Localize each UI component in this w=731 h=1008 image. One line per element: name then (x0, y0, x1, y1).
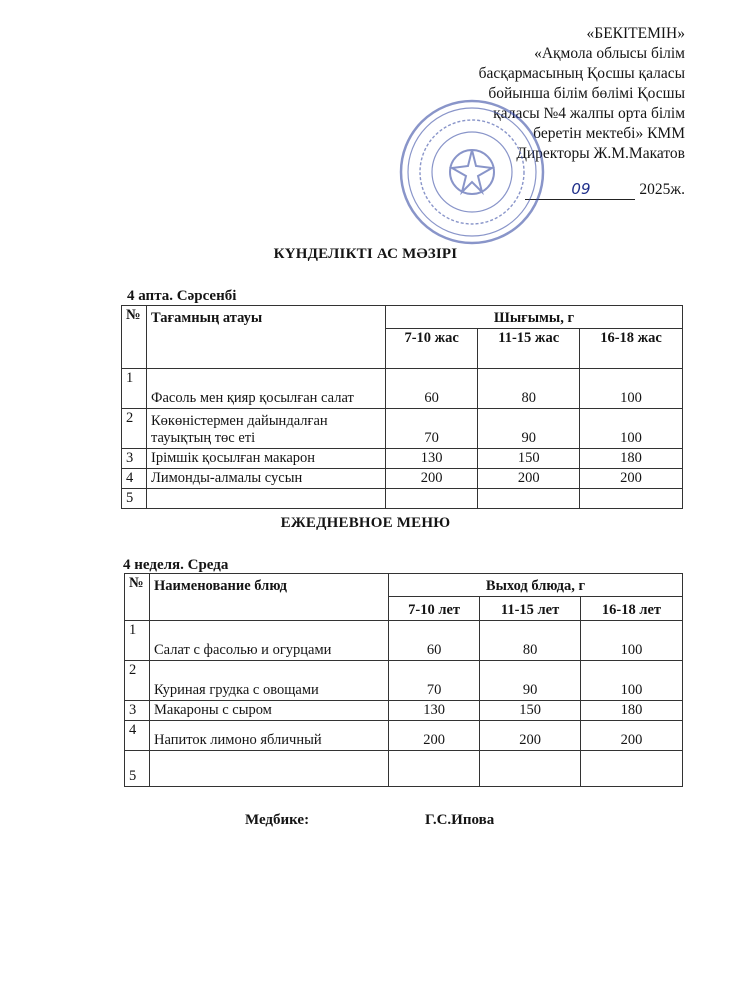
row-number: 5 (122, 489, 147, 509)
approval-line: «Ақмола облысы білім (534, 45, 685, 62)
ru-menu-subtitle: 4 неделя. Среда (123, 557, 229, 573)
col-num-header: № (122, 306, 147, 369)
approval-line: бойынша білім бөлімі Қосшы (488, 85, 685, 102)
portion-value: 200 (580, 721, 682, 751)
row-number: 3 (125, 701, 150, 721)
col-age-header: 11-15 жас (478, 329, 580, 369)
portion-value: 130 (389, 701, 480, 721)
portion-value: 130 (386, 449, 478, 469)
portion-value: 150 (478, 449, 580, 469)
portion-value: 100 (580, 661, 682, 701)
table-row (122, 409, 683, 449)
portion-value: 200 (389, 721, 480, 751)
col-age-header: 16-18 лет (580, 597, 682, 621)
col-age-header: 7-10 жас (386, 329, 478, 369)
dish-name: Фасоль мен қияр қосылған салат (147, 369, 386, 409)
portion-value: 150 (480, 701, 581, 721)
table-row (125, 621, 683, 661)
portion-value (580, 489, 683, 509)
table-row (122, 489, 683, 509)
col-output-header: Выход блюда, г (389, 574, 683, 597)
table-header-row (122, 306, 683, 329)
portion-value: 70 (389, 661, 480, 701)
approval-line: қаласы №4 жалпы орта білім (493, 105, 685, 122)
dish-name: Ірімшік қосылған макарон (147, 449, 386, 469)
portion-value: 90 (480, 661, 581, 701)
row-number: 1 (125, 621, 150, 661)
row-number: 1 (122, 369, 147, 409)
dish-name (147, 489, 386, 509)
portion-value: 100 (580, 621, 682, 661)
portion-value: 90 (478, 409, 580, 449)
portion-value (389, 751, 480, 787)
portion-value: 200 (580, 469, 683, 489)
dish-name: Көкөністермен дайындалған тауықтың төс еті (147, 409, 386, 449)
row-number: 5 (125, 751, 150, 787)
table-row (122, 449, 683, 469)
row-number: 2 (122, 409, 147, 449)
approval-line: беретін мектебі» КММ (533, 125, 685, 142)
portion-value: 180 (580, 449, 683, 469)
col-output-header: Шығымы, г (386, 306, 683, 329)
portion-value: 80 (478, 369, 580, 409)
dish-name: Лимонды-алмалы сусын (147, 469, 386, 489)
dish-name: Макароны с сыром (150, 701, 389, 721)
portion-value: 200 (480, 721, 581, 751)
kz-menu-subtitle: 4 апта. Сәрсенбі (127, 288, 237, 304)
portion-value: 100 (580, 409, 683, 449)
table-header-row (125, 574, 683, 597)
table-row (125, 751, 683, 787)
portion-value (386, 489, 478, 509)
portion-value: 200 (478, 469, 580, 489)
approval-line: басқармасының Қосшы қаласы (478, 65, 685, 82)
col-age-header: 7-10 лет (389, 597, 480, 621)
col-num-header: № (125, 574, 150, 621)
portion-value: 100 (580, 369, 683, 409)
school-seal-stamp (398, 98, 546, 246)
table-row (122, 369, 683, 409)
portion-value (478, 489, 580, 509)
portion-value: 200 (386, 469, 478, 489)
portion-value (580, 751, 682, 787)
row-number: 4 (125, 721, 150, 751)
table-row (125, 661, 683, 701)
row-number: 4 (122, 469, 147, 489)
kz-menu-table (121, 305, 683, 509)
ru-menu-table (124, 573, 683, 787)
date-suffix: 2025ж. (639, 181, 685, 198)
dish-name: Куриная грудка с овощами (150, 661, 389, 701)
col-age-header: 11-15 лет (480, 597, 581, 621)
portion-value: 60 (386, 369, 478, 409)
portion-value: 70 (386, 409, 478, 449)
row-number: 2 (125, 661, 150, 701)
portion-value: 180 (580, 701, 682, 721)
dish-name: Напиток лимоно ябличный (150, 721, 389, 751)
row-number: 3 (122, 449, 147, 469)
kz-menu-title: КҮНДЕЛІКТІ АС МӘЗІРІ (273, 246, 458, 262)
ru-menu-title: ЕЖЕДНЕВНОЕ МЕНЮ (280, 515, 451, 531)
handwritten-date: 09 (571, 180, 591, 198)
table-row (125, 701, 683, 721)
col-name-header: Наименование блюд (150, 574, 389, 621)
table-row (122, 469, 683, 489)
table-row (125, 721, 683, 751)
dish-name: Салат с фасолью и огурцами (150, 621, 389, 661)
nurse-name: Г.С.Ипова (425, 812, 495, 828)
nurse-label: Медбике: (245, 812, 310, 828)
director-line: Директоры Ж.М.Макатов (516, 145, 685, 162)
portion-value (480, 751, 581, 787)
col-name-header: Тағамның атауы (147, 306, 386, 369)
portion-value: 80 (480, 621, 581, 661)
approval-heading: «БЕКІТЕМІН» (586, 25, 685, 42)
dish-name (150, 751, 389, 787)
portion-value: 60 (389, 621, 480, 661)
col-age-header: 16-18 жас (580, 329, 683, 369)
